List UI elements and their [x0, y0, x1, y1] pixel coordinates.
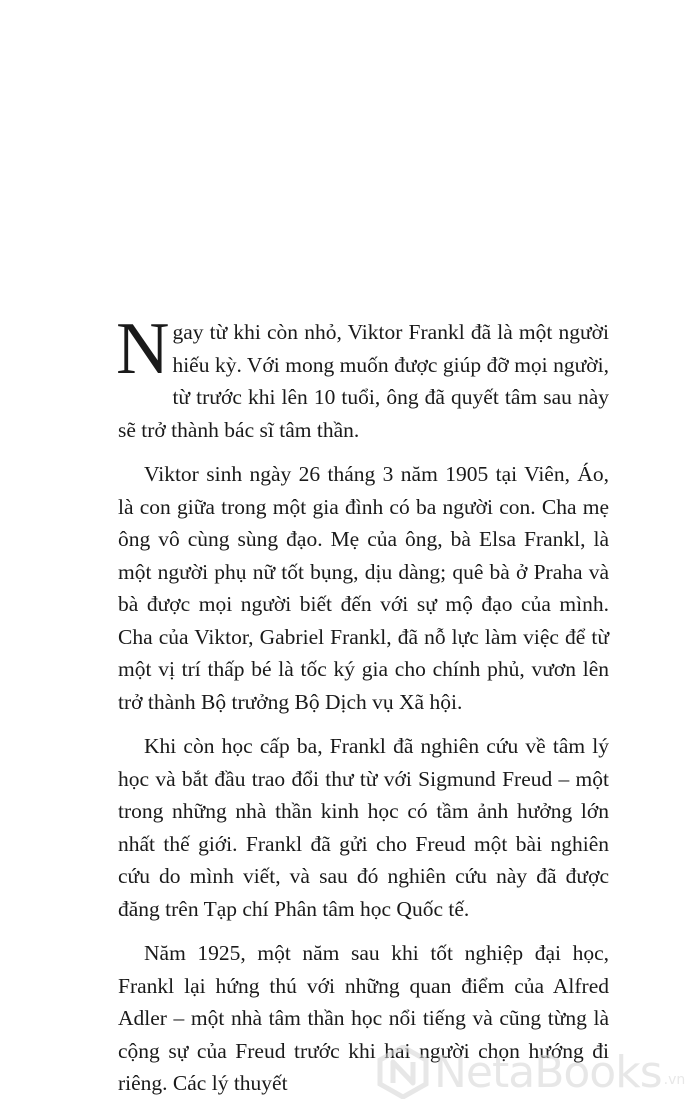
paragraph-1-text: gay từ khi còn nhỏ, Viktor Frankl đã là một người hiếu kỳ. Với mong muốn được giúp đỡ mọi người, từ trước khi lên 10 tuổi, ông đã quyết tâm sau này sẽ trở thành bác sĩ tâm thần.: [118, 320, 609, 442]
watermark-suffix: .vn: [663, 1072, 686, 1088]
netabooks-logo-icon: [376, 1045, 430, 1099]
watermark: [376, 1042, 685, 1102]
paragraph-1: [116, 308, 609, 446]
body-text: [116, 308, 609, 1100]
paragraph-3: Khi còn học cấp ba, Frankl đã nghiên cứu về tâm lý học và bắt đầu trao đổi thư từ với Sigmund Freud – một trong những nhà thần kinh học có tầm ảnh hưởng lớn nhất thế giới. Frankl đã gửi cho Freud một bài nghiên cứu do mình viết, và sau đó nghiên cứu này đã được đăng trên Tạp chí Phân tâm học Quốc tế.: [118, 734, 609, 921]
drop-cap: N: [116, 308, 170, 390]
paragraph-4: Năm 1925, một năm sau khi tốt nghiệp đại học, Frankl lại hứng thú với những quan điểm của Alfred Adler – một nhà tâm thần học nổi tiếng và cũng từng là cộng sự của Freud trước khi hai người chọn hướng đi riêng. Các lý thuyết: [118, 941, 609, 1095]
paragraph-2: Viktor sinh ngày 26 tháng 3 năm 1905 tại Viên, Áo, là con giữa trong một gia đình có ba người con. Cha mẹ ông vô cùng sùng đạo. Mẹ của ông, bà Elsa Frankl, là một người phụ nữ tốt bụng, dịu dàng; quê bà ở Praha và bà được mọi người biết đến với sự mộ đạo của mình. Cha của Viktor, Gabriel Frankl, đã nỗ lực làm việc để từ một vị trí thấp bé là tốc ký gia cho chính phủ, vươn lên trở thành Bộ trưởng Bộ Dịch vụ Xã hội.: [118, 462, 609, 714]
watermark-text: NetaBooks: [434, 1046, 662, 1098]
